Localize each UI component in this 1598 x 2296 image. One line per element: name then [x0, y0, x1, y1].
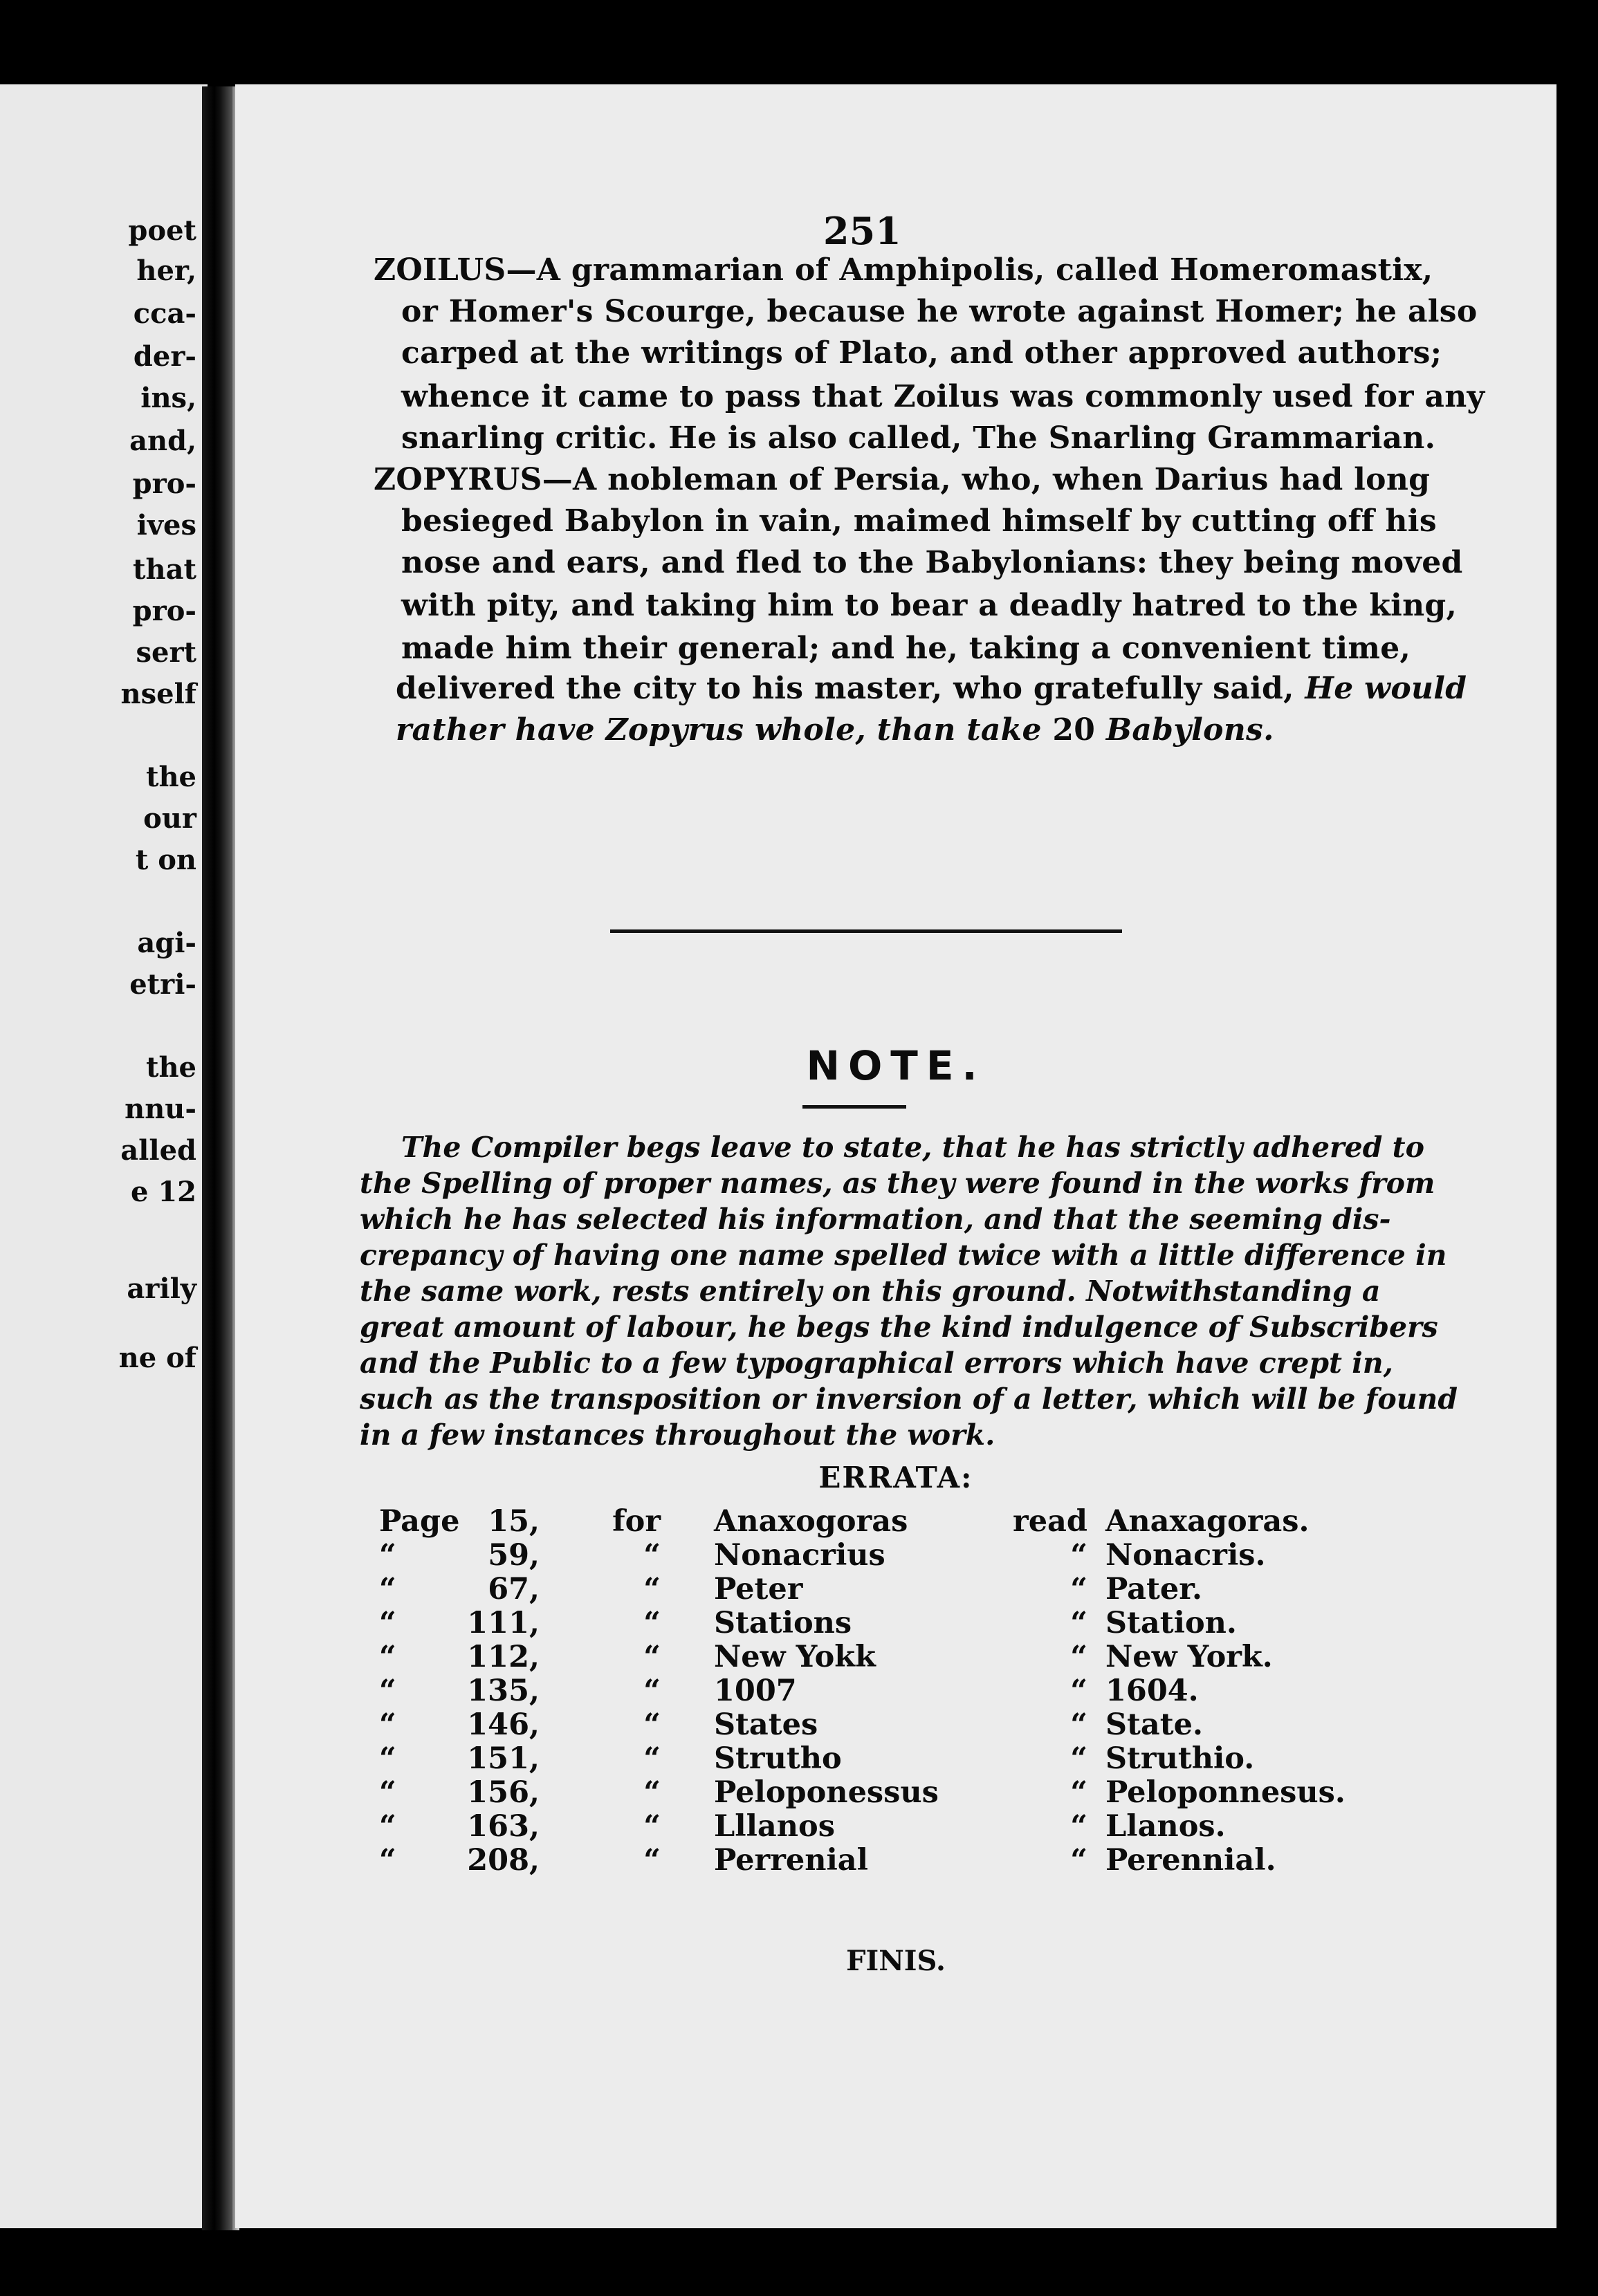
errata-page-label: “	[379, 1741, 396, 1776]
errata-right: 1604.	[1105, 1674, 1199, 1708]
section-rule	[610, 929, 1122, 933]
errata-for-label: “	[643, 1707, 661, 1742]
left-page-text-fragment: nself	[120, 678, 196, 710]
errata-page: 112,	[467, 1640, 540, 1674]
entry-line: besieged Babylon in vain, maimed himself by cutting off his	[401, 503, 1437, 539]
note-line: The Compiler begs leave to state, that he has strictly adhered to	[401, 1131, 1424, 1164]
entry-text-italic: rather have Zopyrus whole, than take	[396, 712, 1042, 748]
left-page-text-fragment: arily	[127, 1272, 196, 1305]
note-line: great amount of labour, he begs the kind indulgence of Subscribers	[360, 1311, 1438, 1344]
errata-page: 208,	[467, 1843, 540, 1878]
errata-wrong: Anaxogoras	[714, 1504, 908, 1539]
errata-read-label: “	[1070, 1707, 1087, 1742]
errata-right: Pater.	[1105, 1572, 1202, 1607]
errata-for-label: “	[643, 1538, 661, 1573]
left-page-text-fragment: sert	[136, 636, 196, 669]
left-page-text-fragment: der-	[133, 340, 196, 373]
errata-page-label: “	[379, 1538, 396, 1573]
errata-page-label: “	[379, 1572, 396, 1607]
entry-line: ZOPYRUS—A nobleman of Persia, who, when Darius had long	[374, 462, 1431, 497]
errata-page-label: “	[379, 1809, 396, 1844]
note-line: crepancy of having one name spelled twice with a little difference in	[360, 1239, 1447, 1272]
left-page-text-fragment: the	[145, 761, 196, 793]
errata-page: 156,	[467, 1775, 540, 1810]
errata-page: 15,	[488, 1504, 540, 1539]
errata-read-label: “	[1070, 1674, 1087, 1708]
finis: FINIS.	[846, 1945, 946, 1977]
left-page-text-fragment: ne of	[118, 1342, 196, 1374]
errata-read-label: “	[1070, 1640, 1087, 1674]
left-page-text-fragment: t on	[135, 844, 196, 876]
errata-wrong: Strutho	[714, 1741, 842, 1776]
errata-read-label: “	[1070, 1572, 1087, 1607]
left-page-text-fragment: agi-	[137, 927, 196, 959]
left-page-text-fragment: nnu-	[125, 1093, 196, 1125]
left-page-text-fragment: her,	[136, 254, 196, 287]
errata-read-label: “	[1070, 1606, 1087, 1640]
errata-right: Anaxagoras.	[1105, 1504, 1310, 1539]
note-line: in a few instances throughout the work.	[360, 1418, 995, 1452]
book-gutter	[202, 86, 232, 2230]
entry-text-italic: He would	[1305, 671, 1467, 706]
errata-page: 59,	[488, 1538, 540, 1573]
entry-text-italic: Babylons.	[1105, 712, 1274, 748]
errata-wrong: Peloponessus	[714, 1775, 939, 1810]
errata-for-label: “	[643, 1775, 661, 1810]
entry-line: snarling critic. He is also called, The Snarling Grammarian.	[401, 420, 1436, 456]
errata-wrong: 1007	[714, 1674, 797, 1708]
note-line: the Spelling of proper names, as they were found in the works from	[360, 1167, 1435, 1200]
entry-line: ZOILUS—A grammarian of Amphipolis, called Homeromastix,	[374, 252, 1433, 288]
left-page-text-fragment: poet	[128, 214, 196, 247]
note-line: the same work, rests entirely on this ground. Notwithstanding a	[360, 1275, 1381, 1308]
entry-line: or Homer's Scourge, because he wrote against Homer; he also	[401, 294, 1478, 329]
errata-page-label: “	[379, 1707, 396, 1742]
errata-right: Station.	[1105, 1606, 1237, 1640]
entry-line	[396, 712, 1274, 748]
entry-text: 20	[1052, 712, 1096, 748]
errata-heading: ERRATA:	[818, 1461, 973, 1494]
entry-line	[396, 671, 1467, 706]
note-line: which he has selected his information, and that the seeming dis-	[360, 1203, 1391, 1236]
left-page-text-fragment: e 12	[130, 1176, 196, 1208]
entry-line: with pity, and taking him to bear a deadly hatred to the king,	[401, 588, 1458, 623]
errata-read-label: read	[1013, 1504, 1087, 1539]
entry-line: made him their general; and he, taking a convenient time,	[401, 631, 1411, 666]
note-line: such as the transposition or inversion of a letter, which will be found	[360, 1382, 1458, 1416]
errata-page-label: Page	[379, 1504, 460, 1539]
errata-wrong: Peter	[714, 1572, 803, 1607]
left-page-text-fragment: cca-	[133, 297, 196, 330]
errata-right: Perennial.	[1105, 1843, 1276, 1878]
errata-for-label: “	[643, 1606, 661, 1640]
errata-page-label: “	[379, 1640, 396, 1674]
errata-right: Nonacris.	[1105, 1538, 1266, 1573]
left-page	[0, 84, 208, 2228]
errata-for-label: “	[643, 1572, 661, 1607]
left-page-text-fragment: and,	[129, 425, 196, 457]
entry-text: delivered the city to his master, who gratefully said,	[396, 671, 1294, 706]
errata-read-label: “	[1070, 1843, 1087, 1878]
entry-line: carped at the writings of Plato, and other approved authors;	[401, 335, 1442, 371]
errata-page: 135,	[467, 1674, 540, 1708]
errata-page: 67,	[488, 1572, 540, 1607]
errata-wrong: New Yokk	[714, 1640, 876, 1674]
errata-for-label: “	[643, 1809, 661, 1844]
errata-for-label: “	[643, 1640, 661, 1674]
errata-right: New York.	[1105, 1640, 1273, 1674]
errata-page: 151,	[467, 1741, 540, 1776]
errata-wrong: Lllanos	[714, 1809, 835, 1844]
errata-for-label: “	[643, 1674, 661, 1708]
errata-read-label: “	[1070, 1809, 1087, 1844]
left-page-text-fragment: that	[133, 553, 196, 586]
main-page	[235, 84, 1556, 2228]
note-heading: NOTE.	[806, 1042, 986, 1089]
errata-page: 111,	[467, 1606, 540, 1640]
left-page-text-fragment: ins,	[140, 382, 196, 414]
entry-line: nose and ears, and fled to the Babylonians: they being moved	[401, 545, 1463, 580]
errata-page: 146,	[467, 1707, 540, 1742]
errata-for-label: for	[612, 1504, 661, 1539]
page-number: 251	[823, 209, 901, 253]
errata-right: State.	[1105, 1707, 1203, 1742]
errata-for-label: “	[643, 1741, 661, 1776]
errata-wrong: Nonacrius	[714, 1538, 885, 1573]
errata-page: 163,	[467, 1809, 540, 1844]
errata-right: Struthio.	[1105, 1741, 1255, 1776]
note-underline	[802, 1105, 906, 1109]
left-page-text-fragment: ives	[136, 509, 196, 541]
errata-wrong: Stations	[714, 1606, 852, 1640]
errata-page-label: “	[379, 1606, 396, 1640]
errata-read-label: “	[1070, 1775, 1087, 1810]
errata-right: Llanos.	[1105, 1809, 1226, 1844]
left-page-text-fragment: etri-	[129, 968, 196, 1001]
errata-page-label: “	[379, 1843, 396, 1878]
note-line: and the Public to a few typographical errors which have crept in,	[360, 1346, 1393, 1380]
errata-wrong: Perrenial	[714, 1843, 868, 1878]
left-page-text-fragment: alled	[120, 1134, 196, 1167]
errata-for-label: “	[643, 1843, 661, 1878]
errata-page-label: “	[379, 1775, 396, 1810]
errata-read-label: “	[1070, 1538, 1087, 1573]
left-page-text-fragment: pro-	[132, 595, 196, 627]
left-page-text-fragment: our	[143, 802, 196, 835]
errata-wrong: States	[714, 1707, 818, 1742]
left-page-text-fragment: pro-	[132, 467, 196, 500]
errata-read-label: “	[1070, 1741, 1087, 1776]
entry-line: whence it came to pass that Zoilus was commonly used for any	[401, 379, 1485, 414]
left-page-text-fragment: the	[145, 1051, 196, 1084]
errata-page-label: “	[379, 1674, 396, 1708]
errata-right: Peloponnesus.	[1105, 1775, 1346, 1810]
